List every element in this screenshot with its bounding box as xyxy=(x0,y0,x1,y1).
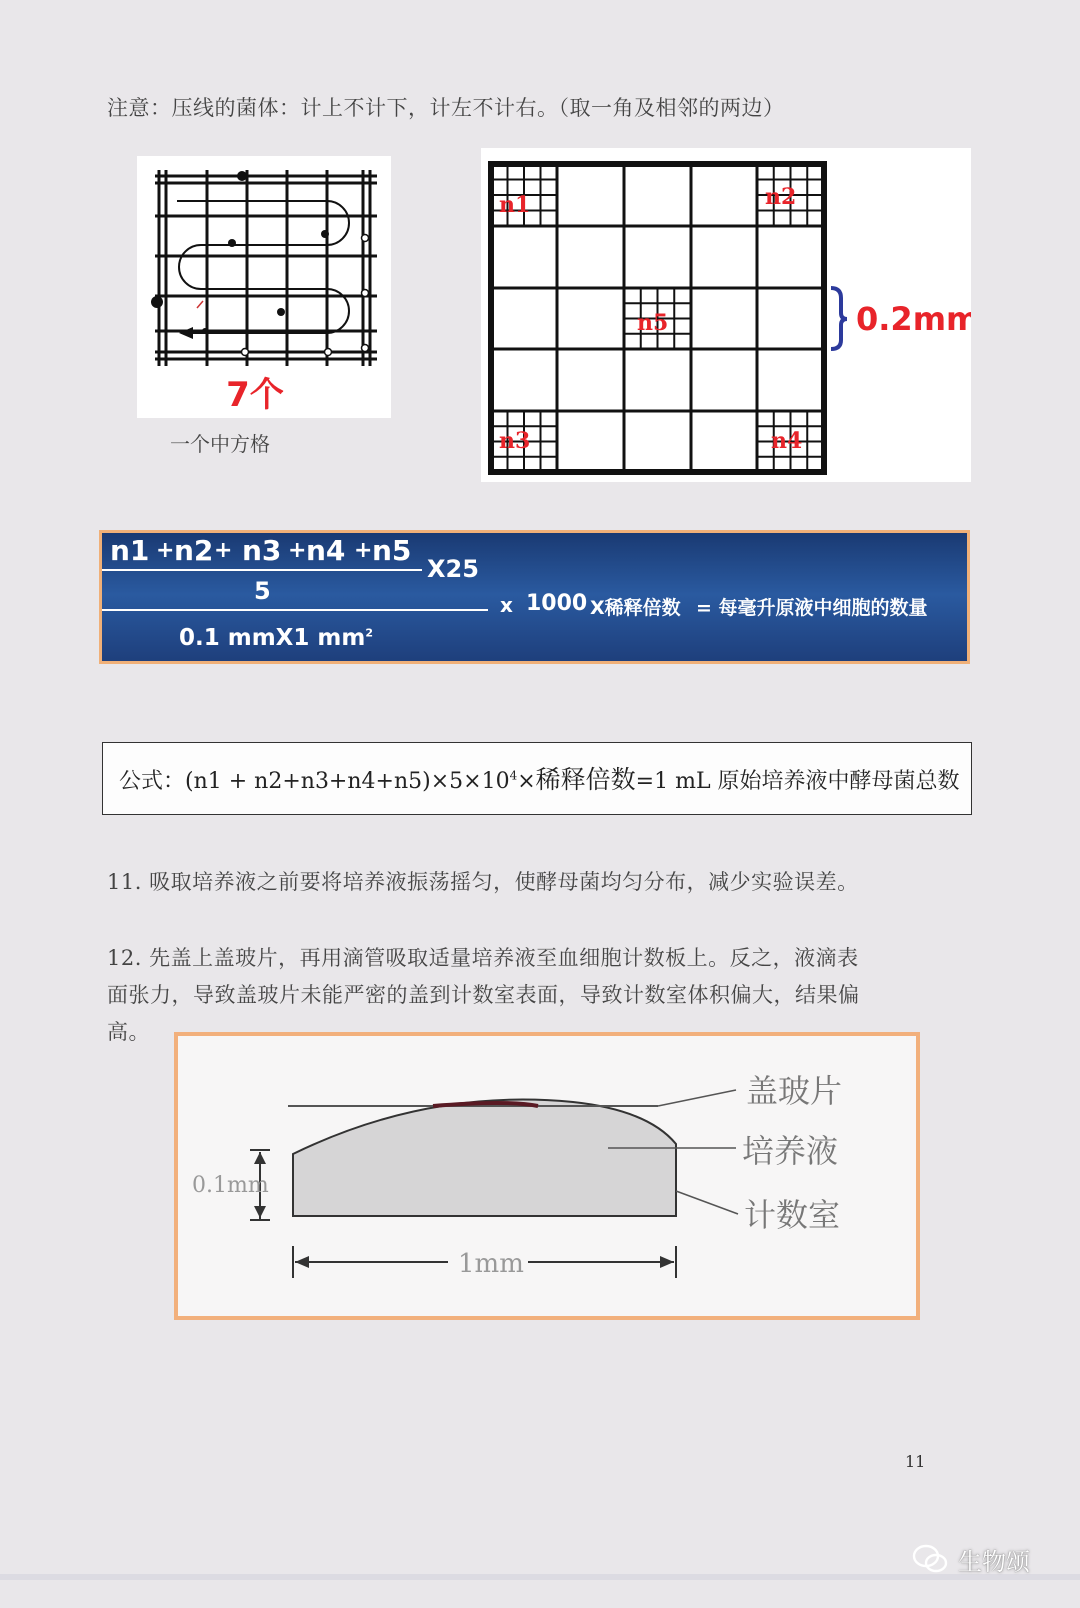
formula-five: 5 xyxy=(254,577,271,605)
paragraph-12-line1: 12. 先盖上盖玻片，再用滴管吸取适量培养液至血细胞计数板上。反之，液滴表 xyxy=(107,946,859,970)
paragraph-12-line2: 面张力，导致盖玻片未能严密的盖到计数室表面，导致计数室体积偏大，结果偏 xyxy=(107,983,860,1007)
formula-plus: + xyxy=(354,538,373,563)
width-label: 1mm xyxy=(458,1249,524,1279)
formula-banner xyxy=(99,530,970,664)
grid-label-n2: n2 xyxy=(765,184,797,210)
formula-n2: n2 xyxy=(174,534,214,567)
page-number: 11 xyxy=(905,1452,926,1471)
label-cover-glass: 盖玻片 xyxy=(746,1072,843,1110)
formula-n3: n3 xyxy=(242,534,282,567)
paragraph-12-line3: 高。 xyxy=(107,1020,150,1044)
chamber-diagram xyxy=(178,1036,916,1316)
formula-n4: n4 xyxy=(306,534,346,567)
formula-x25: X25 xyxy=(427,555,479,583)
note-text: 注意：压线的菌体：计上不计下，计左不计右。（取一角及相邻的两边） xyxy=(107,96,785,120)
grid-label-n3: n3 xyxy=(499,428,531,454)
count-label: 7个 xyxy=(226,375,284,415)
label-medium: 培养液 xyxy=(742,1132,839,1170)
formula-exponent: 4 xyxy=(509,768,518,783)
height-label: 0.1mm xyxy=(192,1173,269,1198)
grid-label-n1: n1 xyxy=(499,192,531,218)
formula-thousand: 1000 xyxy=(526,591,588,616)
medium-shape xyxy=(293,1100,676,1216)
formula-result: = 每毫升原液中细胞的数量 xyxy=(696,597,928,619)
formula-times: × xyxy=(517,769,536,794)
formula-plus: + xyxy=(288,538,307,563)
wechat-icon xyxy=(912,1544,948,1574)
grid-label-n4: n4 xyxy=(771,428,803,454)
formula-suffix: =1 mL 原始培养液中酵母菌总数 xyxy=(635,769,960,794)
counting-grid-figure xyxy=(481,148,971,482)
formula-times: x xyxy=(500,593,513,617)
formula-plus: + xyxy=(214,538,233,563)
formula-dilution: X稀释倍数 xyxy=(590,597,681,619)
zigzag-counting-figure xyxy=(137,156,391,418)
wechat-watermark xyxy=(912,1541,1030,1577)
formula-n1: n1 xyxy=(110,534,150,567)
counting-grid-diagram xyxy=(481,148,971,482)
paragraph-11: 11. 吸取培养液之前要将培养液振荡摇匀，使酵母菌均匀分布，减少实验误差。 xyxy=(107,870,859,894)
formula-denominator: 0.1 mmX1 $mm^2$ xyxy=(179,625,374,651)
brace-icon xyxy=(831,288,847,349)
zigzag-grid-diagram xyxy=(137,156,391,418)
chamber-cross-section-figure xyxy=(174,1032,920,1320)
main-fraction-bar xyxy=(102,609,488,611)
formula-plus: + xyxy=(156,538,175,563)
brand-name: 生物颂 xyxy=(958,1547,1030,1576)
formula-box xyxy=(102,742,972,815)
label-chamber: 计数室 xyxy=(744,1196,841,1234)
zigzag-caption: 一个中方格 xyxy=(170,432,270,456)
formula-dilution: 稀释倍数 xyxy=(535,765,636,794)
formula-n5: n5 xyxy=(372,534,412,567)
fraction-bar xyxy=(102,569,422,571)
grid-label-n5: n5 xyxy=(637,310,669,336)
dimension-label: 0.2mm xyxy=(856,300,971,338)
formula-prefix: 公式：(n1 + n2+n3+n4+n5)×5×10 xyxy=(119,769,510,794)
